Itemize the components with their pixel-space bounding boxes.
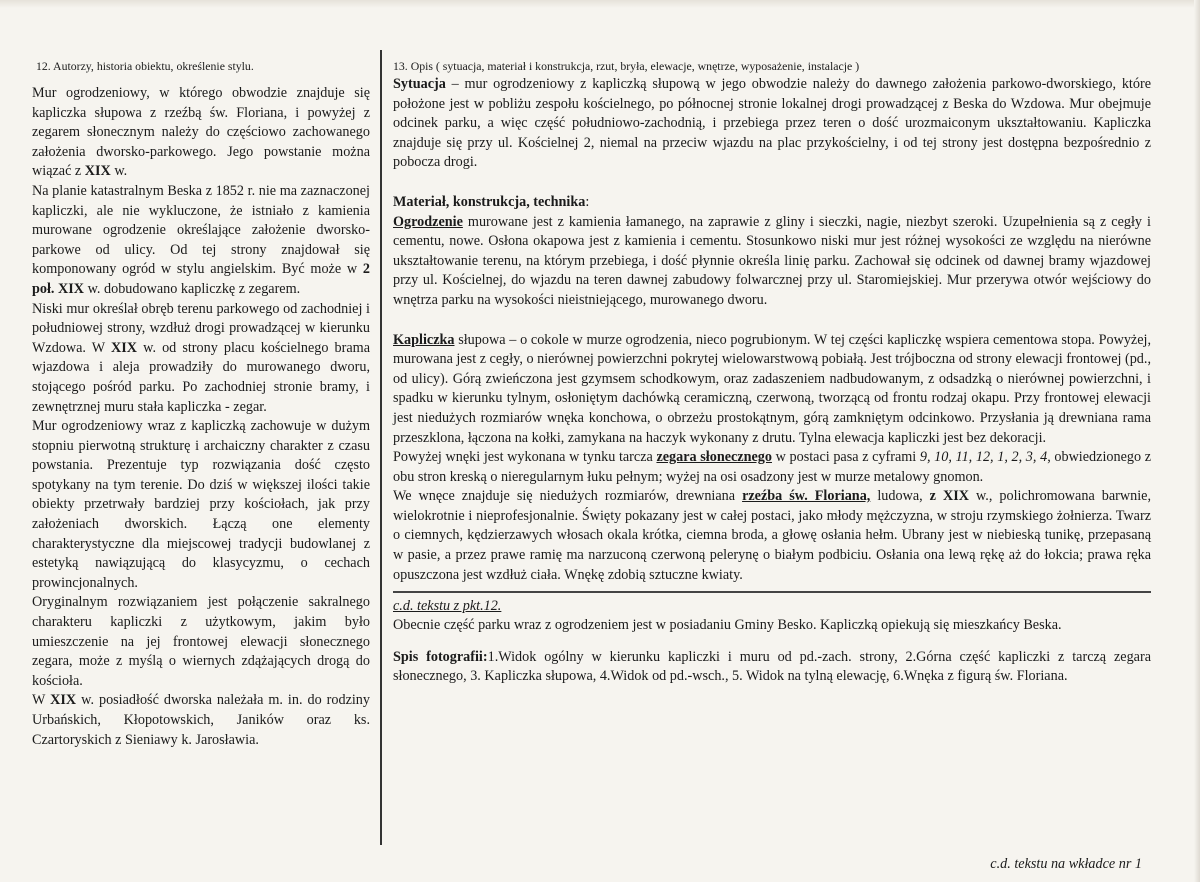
left-column — [32, 58, 370, 750]
kapliczka-paragraph: Kapliczka słupowa – o cokole w murze ogrodzenia, nieco pogrubionym. W tej części kapliczkę wspiera cementowa stopa. Powyżej, murowana jest z cegły, o nierównej powierzchni pokrytej wielowarstwową pobiałą. Jest trójboczna od strony elewacji frontowej (pd., od ulicy). Górą zwieńczona jest gzymsem schodkowym, oraz zadaszeniem nadbudowanym, z odsadzką o nierównej powierzchni, i spadku w kierunku tylnym, osłoniętym dachówką ceramiczną, czerwoną, tworzącą od frontu rodzaj okapu. Przy frontowej elewacji jest niedużych rozmiarów wnęka konchowa, o obrzeżu prostokątnym, górą zamkniętym odcinkowo. Przysłania ją drewniana rama przeszklona, łączona na kołki, zamykana na haczyk wykonany z drutu. Tylna elewacja kapliczki jest bez dekoracji. — [393, 331, 1151, 446]
ogrodzenie-paragraph: Ogrodzenie murowane jest z kamienia łamanego, na zaprawie z gliny i sieczki, nagie, niezbyt szeroki. Uzupełnienia są z cegły i cementu, nowe. Osłona okapowa jest z kamienia i cementu. Stosunkowo niski mur jest różnej wysokości ze względu na nierówne ukształtowanie terenu, na którym przebiega, i dość płynnie określa linię parku. Zachował się odcinek od dawnej bramy wjazdowej przy ul. Kościelnej, do wjazdu na teren dawnej zabudowy folwarcznej przy ul. Staromiejskiej. Mur przerywa otwór wejściowy do wnętrza parku na wysokości nieistniejącego, murowanego dworu. — [393, 213, 1151, 308]
history-paragraph-6: W XIX w. posiadłość dworska należała m. in. do rodziny Urbańskich, Kłopotowskich, Janików oraz ks. Czartoryskich z Sieniawy k. Jarosławia. — [32, 692, 370, 748]
history-paragraph-4: Mur ogrodzeniowy wraz z kapliczką zachowuje w dużym stopniu pierwotną strukturę i archaiczny charakter z czasu powstania. Prezentuje typ rozwiązania dość często spotykany na tym terenie. Do dziś w większej ilości takie obiekty przetrwały bardziej przy kościołach, jak przy założeniach dworskich. Łączą one elementy charakterystyczne dla miejscowej tradycji budowlanej z estetyką nawiązującą do klasycyzmu, o cechach prowincjonalnych. — [32, 418, 370, 591]
material-header: Materiał, konstrukcja, technika: — [393, 193, 590, 210]
continuation-text: Obecnie część parku wraz z ogrodzeniem jest w posiadaniu Gminy Besko. Kapliczką opiekują się mieszkańcy Beska. — [393, 617, 1062, 634]
page-edge-shadow-right — [1194, 0, 1200, 882]
footer-continuation-note: c.d. tekstu na wkładce nr 1 — [990, 856, 1142, 872]
horizontal-divider — [393, 591, 1151, 593]
history-paragraph-2: Na planie katastralnym Beska z 1852 r. nie ma zaznaczonej kapliczki, ale nie wykluczone, że istniało z kamienia murowane ogrodzenie określające założenie dworsko-parkowe od ulicy. Od tej strony znajdował się komponowany ogród w stylu angielskim. Być może w 2 poł. XIX w. dobudowano kapliczkę z zegarem. — [32, 182, 370, 297]
sytuacja-label: Sytuacja — [393, 76, 446, 92]
wneka-paragraph: We wnęce znajduje się niedużych rozmiarów, drewniana rzeźba św. Floriana, ludowa, z XIX w., polichromowana barwnie, wielokrotnie i nieprofesjonalnie. Święty pokazany jest w całej postaci, jako młody mężczyzna, w stroju rzymskiego żołnierza. Twarz o ciemnych, kędzierzawych włosach okala krótka, ciemna broda, a głowę osłania hełm. Ubrany jest w niebieską tunikę, przepasaną w pasie, a przez prawe ramię ma narzuconą czerwoną pelerynę o białym podbiciu. Osłania ona lewą rękę aż do łokcia; prawa ręka opuszczona jest wzdłuż ciała. Wnękę zdobią sztuczne kwiaty. — [393, 488, 1151, 583]
section-12-header: 12. Autorzy, historia obiektu, określenie stylu. — [36, 59, 254, 73]
sytuacja-paragraph: Sytuacja – mur ogrodzeniowy z kapliczką słupową w jego obwodzie należy do dawnego założenia parkowo-dworskiego, które położone jest w pobliżu zespołu kościelnego, po północnej stronie lokalnej drogi prowadzącej z Beska do Wzdowa. Mur obejmuje odcinek parku, a więc część południowo-zachodnią, i przebiega przez teren o dość urozmaiconym ukształtowaniu. Kapliczka znajduje się przy ul. Kościelnej 2, niemal na przeciw wjazdu na plac przykościelny, i od tej strony jest dostępna bezpośrednio z pobocza drogi. — [393, 76, 1151, 171]
photo-list: Spis fotografii:1.Widok ogólny w kierunku kapliczki i muru od pd.-zach. strony, 2.Górna część kapliczki z tarczą zegara słonecznego, 3. Kapliczka słupowa, 4.Widok od pd.-wsch., 5. Widok na tylną elewację, 6.Wnęka z figurą św. Floriana. — [393, 648, 1151, 685]
continuation-label: c.d. tekstu z pkt.12. — [393, 598, 502, 615]
column-divider — [380, 50, 382, 845]
ogrodzenie-label: Ogrodzenie — [393, 213, 463, 230]
zegar-paragraph: Powyżej wnęki jest wykonana w tynku tarcza zegara słonecznego w postaci pasa z cyframi 9, 10, 11, 12, 1, 2, 3, 4, obwiedzionego z obu stron kreską o nieregularnym łuku pełnym; wyżej na osi osadzony jest w murze metalowy gnomon. — [393, 449, 1151, 485]
history-paragraph-3: Niski mur określał obręb terenu parkowego od zachodniej i południowej strony, wzdłuż drogi prowadzącej w kierunku Wzdowa. W XIX w. od strony placu kościelnego brama wjazdowa i aleja prowadziły do murowanego dworu, stojącego pośród parku. Po zachodniej stronie bramy, i zewnętrznej muru stała kapliczka - zegar. — [32, 300, 370, 415]
section-13-header: 13. Opis ( sytuacja, materiał i konstrukcja, rzut, bryła, elewacje, wnętrze, wyposażenie, instalacje ) — [393, 59, 860, 73]
history-paragraph-1: Mur ogrodzeniowy, w którego obwodzie znajduje się kapliczka słupowa z rzeźbą św. Floriana, i powyżej z zegarem słonecznym należy do częściowo zachowanego założenia dworsko-parkowego. Jego powstanie można wiązać z XIX w. — [32, 85, 370, 180]
page-edge-shadow — [0, 0, 1200, 8]
kapliczka-label: Kapliczka — [393, 331, 455, 348]
right-column — [393, 58, 1151, 687]
history-paragraph-5: Oryginalnym rozwiązaniem jest połączenie sakralnego charakteru kapliczki z użytkowym, jakim było umieszczenie na jej frontowej elewacji słonecznego zegara, może z myślą o wiernych zdążających drogą do kościoła. — [32, 594, 370, 689]
